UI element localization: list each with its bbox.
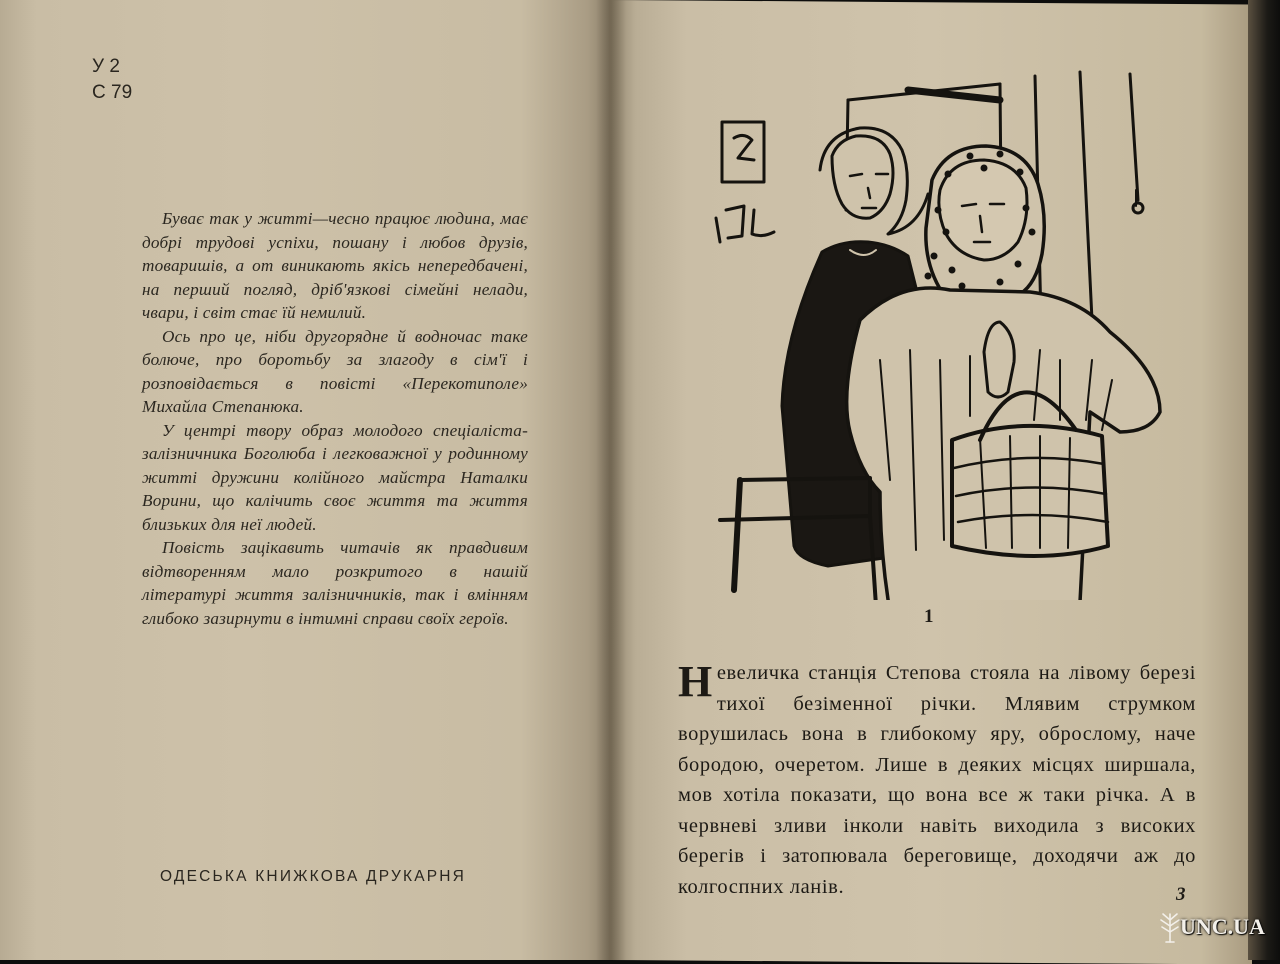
book-gutter [596, 0, 626, 960]
body-paragraph [678, 658, 1196, 902]
annotation-paragraph: Повість зацікавить читачів як правдивим відтворенням мало розкритого в нашій літературі життя залізничників, так і вмінням глибоко зазирнути в інтимні справи своїх героїв. [142, 538, 528, 628]
ink-illustration-two-women [700, 60, 1170, 600]
watermark-logo [1158, 908, 1274, 948]
book-annotation [142, 207, 528, 630]
watermark-text: UNC.UA [1180, 914, 1265, 939]
page-edge-shadow [1248, 0, 1280, 960]
drop-cap: Н [678, 657, 713, 706]
chapter-body-text [678, 658, 1196, 902]
publisher-imprint: ОДЕСЬКА КНИЖКОВА ДРУКАРНЯ [160, 868, 467, 885]
catalog-code-line: С 79 [92, 82, 133, 103]
page-number: 3 [1176, 884, 1186, 905]
annotation-paragraph: У центрі твору образ молодого спеціаліста-залізничника Боголюба і легковажної у родинному житті дружини колійного майстра Наталки Ворини, що калічить своє життя та життя близьких для неї людей. [142, 420, 528, 534]
chapter-number: 1 [924, 606, 934, 627]
catalog-code [92, 54, 132, 106]
body-paragraph-text: евеличка станція Степова стояла на лівому березі тихої безіменної річки. Млявим струмком ворушилась вона в глибокому яру, оброслому, наче бородою, очеретом. Лише в деяких місцях ширшала, мов хотіла показати, що вона все ж таки річка. А в червневі зливи інколи навіть виходила з високих берегів і затопювала береговище, доходячи аж до колгоспних ланів. [678, 662, 1196, 898]
catalog-code-line: У 2 [92, 56, 120, 77]
annotation-paragraph: Ось про це, ніби другорядне й водночас таке болюче, про боротьбу за злагоду в сім'ї і розповідається в повісті «Перекотиполе» Михайла Степанюка. [142, 326, 528, 416]
tree-icon [1158, 910, 1182, 944]
annotation-paragraph: Буває так у житті—чесно працює людина, має добрі трудові успіхи, пошану і любов друзів, товаришів, а от виникають якісь непередбачені, на перший погляд, дріб'язкові сімейні нелади, чвари, і світ стає їй немилий. [142, 209, 528, 322]
